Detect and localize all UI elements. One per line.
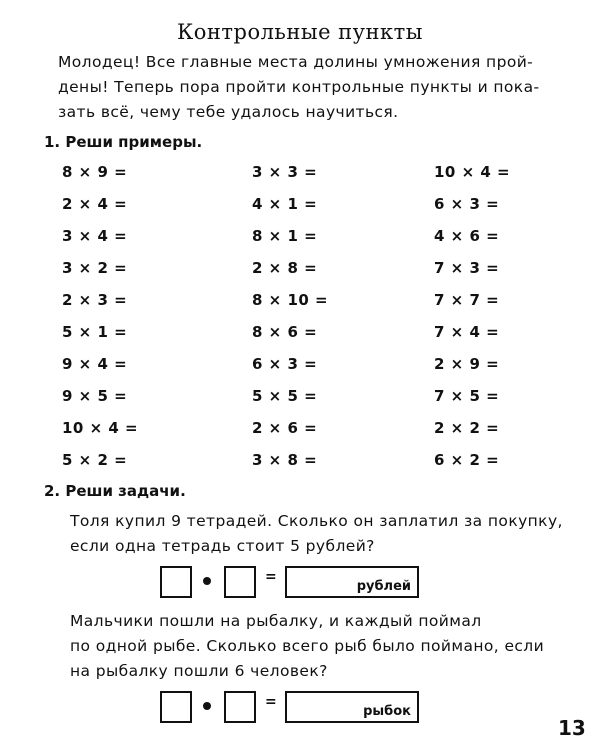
example-item: 2 × 4 = xyxy=(62,195,128,213)
intro-line: зать всё, чему тебе удалось научиться. xyxy=(58,103,399,121)
example-item: 10 × 4 = xyxy=(434,163,511,181)
example-item: 9 × 5 = xyxy=(62,387,128,405)
unit-label: рыбок xyxy=(363,704,411,719)
example-item: 3 × 8 = xyxy=(252,451,318,469)
page-number: 13 xyxy=(558,716,586,740)
equals-sign: = xyxy=(265,569,277,585)
example-item: 6 × 3 = xyxy=(252,355,318,373)
task-line: по одной рыбе. Сколько всего рыб было поймано, если xyxy=(70,637,545,655)
examples-column-3 xyxy=(434,160,510,480)
equals-sign: = xyxy=(265,694,277,710)
answer-box-factor-2[interactable] xyxy=(224,691,256,723)
example-item: 5 × 2 = xyxy=(62,451,128,469)
page-title: Контрольные пункты xyxy=(177,20,423,44)
intro-paragraph xyxy=(58,50,563,125)
example-item: 2 × 8 = xyxy=(252,259,318,277)
examples-column-1 xyxy=(62,160,138,480)
example-item: 6 × 3 = xyxy=(434,195,500,213)
task-line: если одна тетрадь стоит 5 рублей? xyxy=(70,537,375,555)
example-item: 2 × 2 = xyxy=(434,419,500,437)
section-heading-examples: 1. Реши примеры. xyxy=(44,133,203,151)
unit-label: рублей xyxy=(356,579,411,594)
example-item: 4 × 6 = xyxy=(434,227,500,245)
example-item: 7 × 3 = xyxy=(434,259,500,277)
example-item: 5 × 5 = xyxy=(252,387,318,405)
example-item: 8 × 10 = xyxy=(252,291,329,309)
intro-line: дены! Теперь пора пройти контрольные пункты и пока- xyxy=(58,78,540,96)
example-item: 4 × 1 = xyxy=(252,195,318,213)
example-item: 7 × 7 = xyxy=(434,291,500,309)
example-item: 3 × 2 = xyxy=(62,259,128,277)
example-item: 10 × 4 = xyxy=(62,419,139,437)
example-item: 2 × 6 = xyxy=(252,419,318,437)
answer-box-factor-1[interactable] xyxy=(160,566,192,598)
example-item: 5 × 1 = xyxy=(62,323,128,341)
example-item: 8 × 6 = xyxy=(252,323,318,341)
task-2-text xyxy=(70,609,570,684)
answer-box-factor-1[interactable] xyxy=(160,691,192,723)
section-heading-tasks: 2. Реши задачи. xyxy=(44,482,186,500)
intro-line: Молодец! Все главные места долины умножения прой- xyxy=(58,53,534,71)
task-1-text xyxy=(70,509,570,559)
example-item: 7 × 5 = xyxy=(434,387,500,405)
multiply-dot-icon xyxy=(203,702,211,710)
answer-box-result[interactable] xyxy=(285,691,419,723)
task-line: Мальчики пошли на рыбалку, и каждый поймал xyxy=(70,612,482,630)
answer-box-factor-2[interactable] xyxy=(224,566,256,598)
example-item: 2 × 3 = xyxy=(62,291,128,309)
task-line: Толя купил 9 тетрадей. Сколько он заплатил за покупку, xyxy=(70,512,563,530)
example-item: 9 × 4 = xyxy=(62,355,128,373)
example-item: 6 × 2 = xyxy=(434,451,500,469)
example-item: 8 × 9 = xyxy=(62,163,128,181)
example-item: 3 × 4 = xyxy=(62,227,128,245)
example-item: 3 × 3 = xyxy=(252,163,318,181)
example-item: 7 × 4 = xyxy=(434,323,500,341)
answer-box-result[interactable] xyxy=(285,566,419,598)
example-item: 2 × 9 = xyxy=(434,355,500,373)
task-line: на рыбалку пошли 6 человек? xyxy=(70,662,328,680)
example-item: 8 × 1 = xyxy=(252,227,318,245)
multiply-dot-icon xyxy=(203,577,211,585)
examples-column-2 xyxy=(252,160,328,480)
